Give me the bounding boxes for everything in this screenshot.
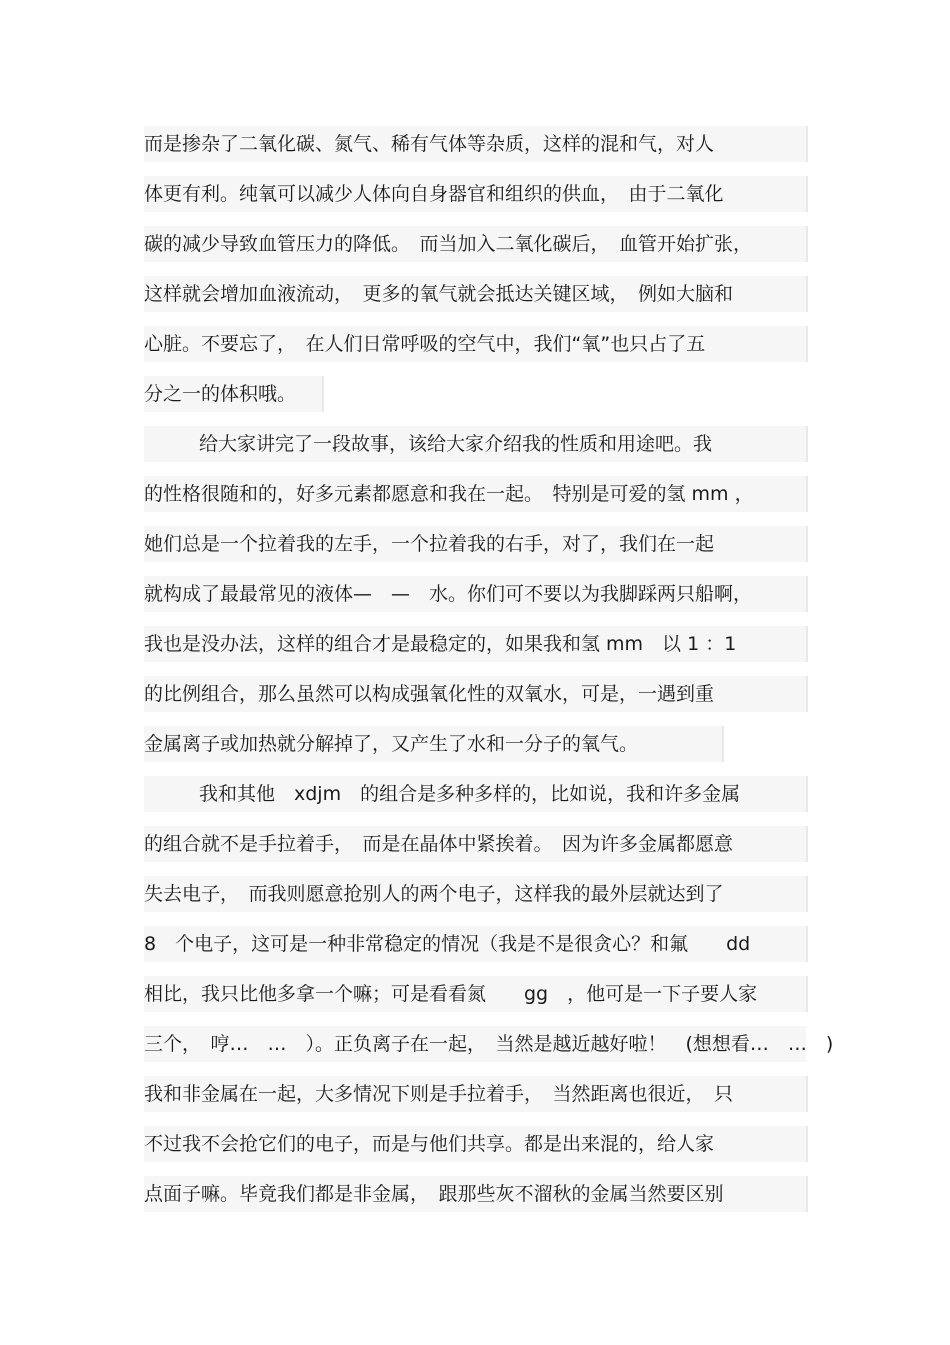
- text-line: 相比，我只比他多拿一个嘛；可是看看氮 gg ，他可是一下子要人家: [144, 976, 808, 1012]
- text-line: 我和非金属在一起，大多情况下则是手拉着手， 当然距离也很近， 只: [144, 1076, 808, 1112]
- text-line: 而是掺杂了二氧化碳、氮气、稀有气体等杂质，这样的混和气，对人: [144, 126, 808, 162]
- paragraph-first-line: 我和其他 xdjm 的组合是多种多样的，比如说，我和许多金属: [144, 776, 808, 812]
- text-line: 的比例组合，那么虽然可以构成强氧化性的双氧水，可是，一遇到重: [144, 676, 808, 712]
- text-line: 我也是没办法，这样的组合才是最稳定的，如果我和氢 mm 以 1 ：1: [144, 626, 808, 662]
- text-line: 心脏。不要忘了， 在人们日常呼吸的空气中，我们“氧”也只占了五: [144, 326, 808, 362]
- paragraph-first-line: 给大家讲完了一段故事，该给大家介绍我的性质和用途吧。我: [144, 426, 808, 462]
- text-line: 的组合就不是手拉着手， 而是在晶体中紧挨着。 因为许多金属都愿意: [144, 826, 808, 862]
- text-line: 三个， 哼… … ）。正负离子在一起， 当然是越近越好啦！ (想想看… … ): [144, 1026, 806, 1062]
- text-line: 分之一的体积哦。: [144, 376, 324, 412]
- text-line: 她们总是一个拉着我的左手，一个拉着我的右手，对了，我们在一起: [144, 526, 808, 562]
- text-line: 碳的减少导致血管压力的降低。 而当加入二氧化碳后， 血管开始扩张，: [144, 226, 808, 262]
- text-line: 的性格很随和的，好多元素都愿意和我在一起。 特别是可爱的氢 mm ，: [144, 476, 808, 512]
- text-line: 就构成了最最常见的液体— — 水。你们可不要以为我脚踩两只船啊，: [144, 576, 808, 612]
- text-line: 8 个电子，这可是一种非常稳定的情况（我是不是很贪心？和氟 dd: [144, 926, 808, 962]
- text-line: 失去电子， 而我则愿意抢别人的两个电子，这样我的最外层就达到了: [144, 876, 808, 912]
- text-line: 这样就会增加血液流动， 更多的氧气就会抵达关键区域， 例如大脑和: [144, 276, 808, 312]
- text-line: 不过我不会抢它们的电子，而是与他们共享。都是出来混的，给人家: [144, 1126, 808, 1162]
- text-line: 体更有利。纯氧可以减少人体向自身器官和组织的供血， 由于二氧化: [144, 176, 808, 212]
- text-line: 点面子嘛。毕竟我们都是非金属， 跟那些灰不溜秋的金属当然要区别: [144, 1176, 808, 1212]
- text-line: 金属离子或加热就分解掉了，又产生了水和一分子的氧气。: [144, 726, 724, 762]
